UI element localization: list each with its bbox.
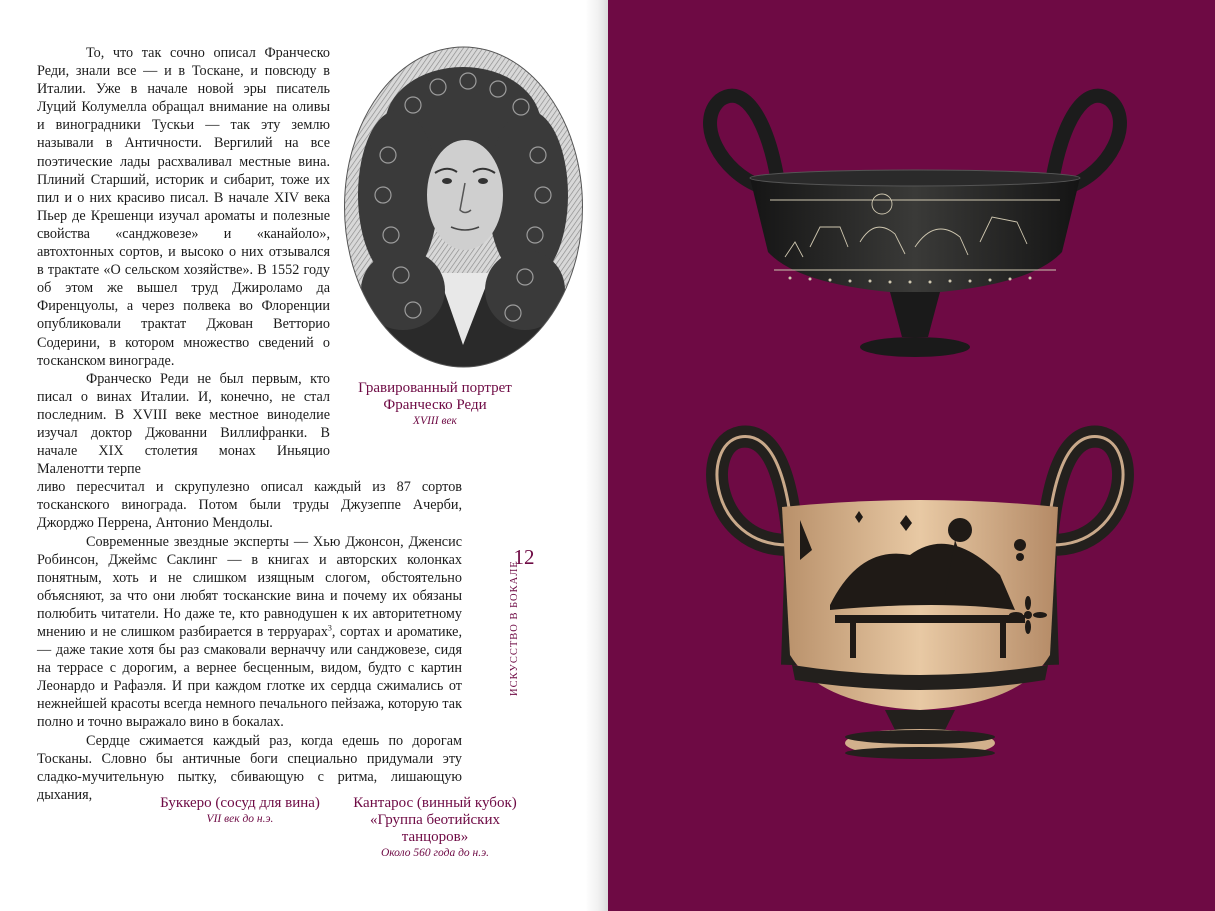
paragraph-3 — [37, 533, 462, 732]
kantharos-caption-date: Около 560 года до н.э. — [380, 847, 490, 859]
portrait-caption-title-1: Гравированный портрет — [358, 380, 512, 396]
portrait-engraving-image — [343, 45, 584, 369]
paragraph-2-narrow-text: Франческо Реди не был первым, кто писал о винах Италии. И, конечно, не стал последним. В XVIII веке местное виноделие изучал доктор Джованни Виллифранки. В начале XIX столетия монах Иньяцио Маленотти терпе — [37, 370, 330, 478]
bucchero-caption-date: VII век до н.э. — [206, 813, 274, 825]
paragraph-1-text: То, что так сочно описал Франческо Реди, знали все — и в Тоскане, и повсюду в Италии. Уже в начале новой эры писатель Луций Колумелла обращал внимание на оливы и виноградники Тускьи — так эту землю называли в Античности. Вергилий на все поэтические лады расхваливал местные вина. Плиний Старший, историк и сибарит, тоже их пил и о них красиво писал. В начале XIV века Пьер де Крешенци изучал ароматы и полезные свойства «санджовезе» и «канайоло», автохтонных сортов, и высоко о них отзывался в трактате «О сельском хозяйстве». В 1552 году об этом же вышел труд Джироламо да Фиренцуолы, а через полвека во Флоренции опубликовали трактат Джован Ветторио Содерини, в котором множество сведений о тосканском винограде. — [37, 45, 330, 369]
bucchero-caption — [135, 795, 345, 826]
kantharos-caption-title-2: «Группа беотийских — [370, 812, 500, 828]
kantharos-caption — [340, 795, 530, 860]
portrait-caption-title-2: Франческо Реди — [383, 397, 487, 413]
page-number: 12 — [513, 545, 535, 569]
paragraph-3-text: Современные звездные эксперты — Хью Джонсон, Дженсис Робинсон, Джеймс Саклинг — в книгах и авторских колонках понятным, хоть и не слишком изящным слогом, обстоятельно объясняют, за что они любят тосканские вина и почему их обязаны полюбить читатели. Но даже те, кто равнодушен к их авторитетному мнению и не слишком разбирается в терруарах — [37, 533, 462, 640]
kantharos-caption-title-1: Кантарос (винный кубок) — [353, 795, 517, 811]
portrait-caption-date: XVIII век — [413, 415, 457, 427]
bucchero-caption-title: Буккеро (сосуд для вина) — [160, 795, 320, 811]
paragraph-4-text: Сердце сжимается каждый раз, когда едешь по дорогам Тосканы. Словно бы античные боги специально придумали эту сладко-мучительную пытку, сбивающую с ритма, лишающую дыхания, — [37, 732, 462, 803]
kantharos-caption-title-3: танцоров» — [401, 829, 469, 845]
paragraph-3-continuation: , сортах и ароматике, — даже такие хотя бы раз смаковали верначчу или санджовезе, сидя на террасе с дорогим, а вернее бесценным, видом, будто с картин Леонардо и Рафаэля. И при каждом глотке их сердца сжимались от нежнейшей красоты всегда немного печального пейзажа, которую так полно и точно выражало вино в бокалах. — [37, 624, 462, 731]
footnote-mark[interactable]: 3 — [327, 623, 332, 633]
portrait-caption — [340, 380, 530, 428]
paragraph-4 — [37, 732, 462, 804]
kantharos-vessel-image — [700, 425, 1140, 775]
bucchero-vessel-image — [690, 82, 1140, 367]
gutter-shadow — [585, 0, 608, 911]
running-head: ИСКУССТВО В БОКАЛЕ — [509, 560, 520, 696]
paragraph-2-wide-text: ливо пересчитал и скрупулезно описал каждый из 87 сортов тосканского винограда. Потом были труды Джузеппе Ачерби, Джорджо Перрена, Антонио Мендолы. — [37, 479, 462, 532]
